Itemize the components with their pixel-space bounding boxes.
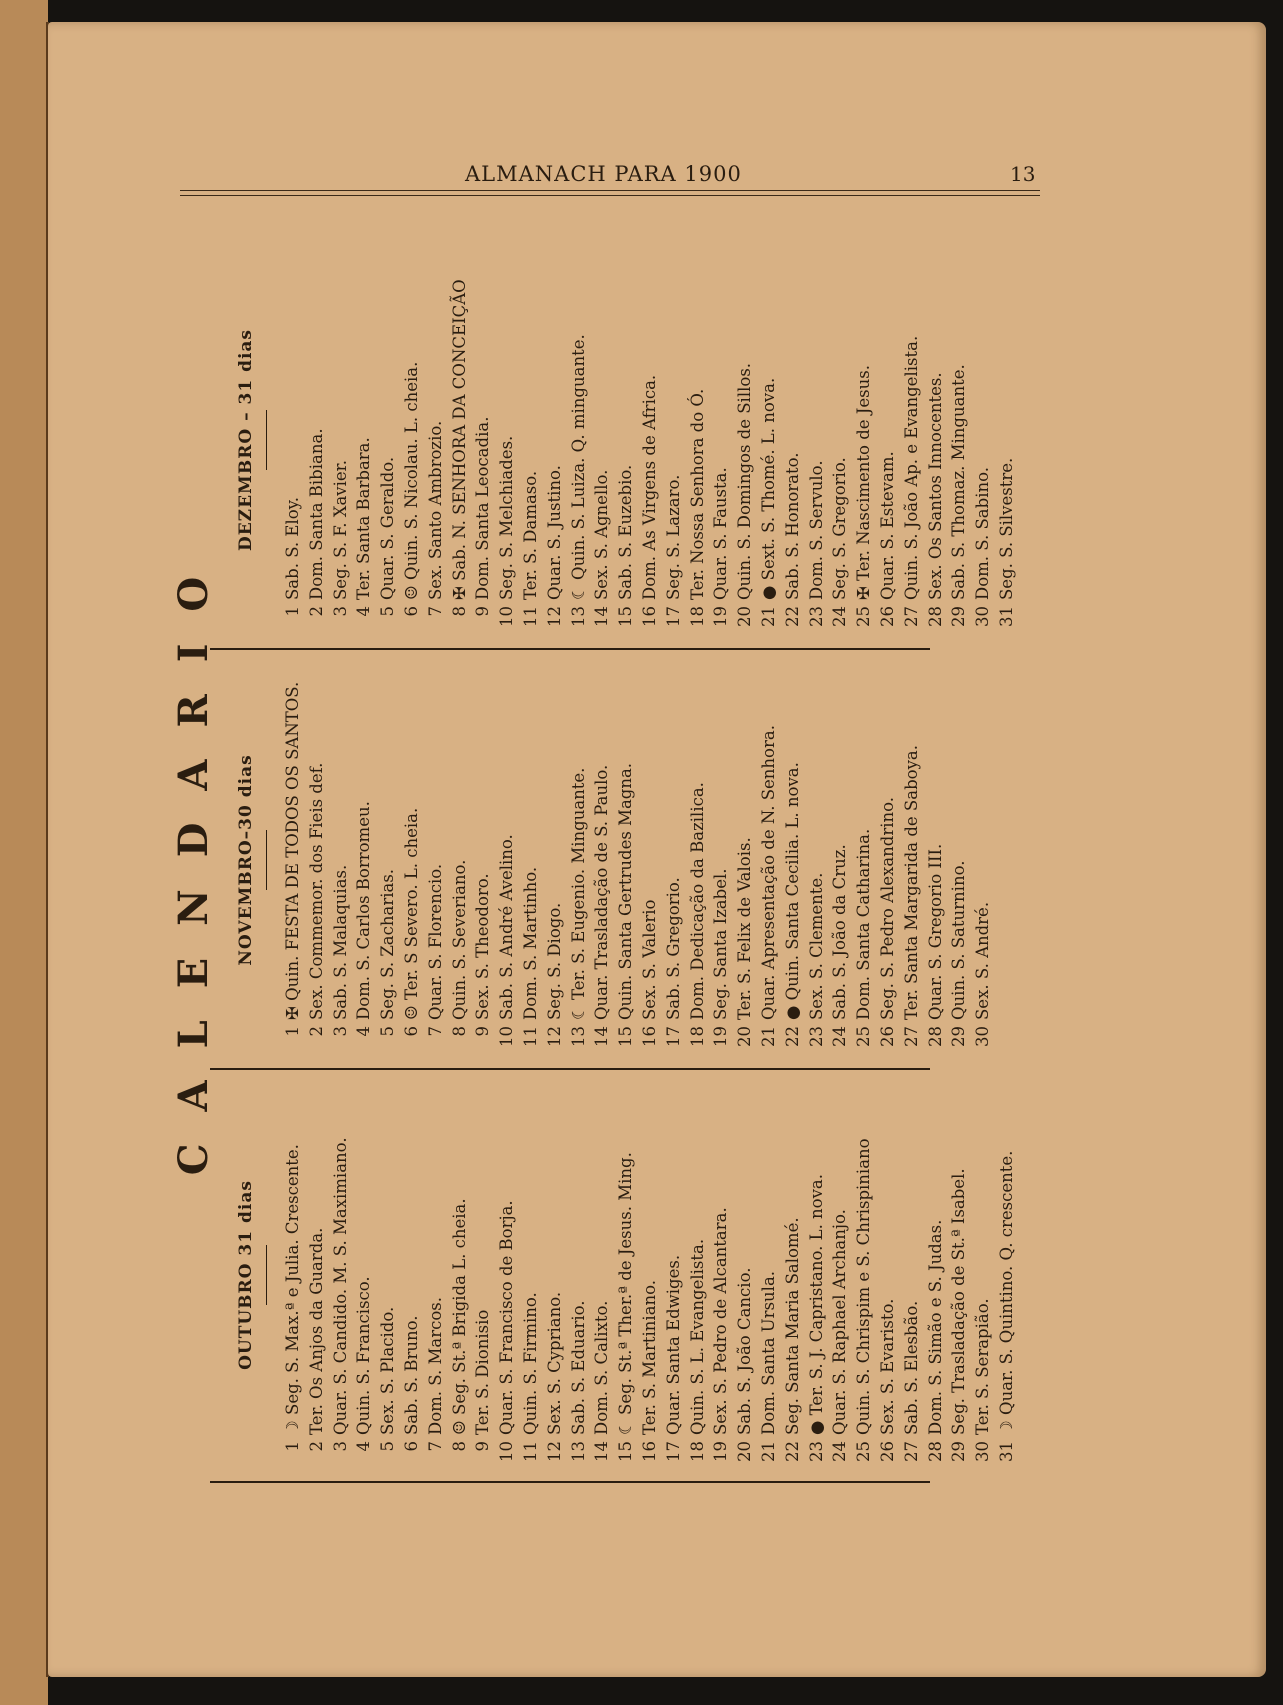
month-dash — [266, 1245, 267, 1305]
day-saint: Quar. Apresentação de N. Senhora. — [758, 725, 778, 1020]
day-entry — [662, 660, 686, 1060]
day-entry — [352, 660, 376, 1060]
day-saint: Ter. S. Serapião. — [973, 1298, 993, 1435]
day-saint: Sex. S. Clemente. — [806, 872, 826, 1020]
day-number: 28 — [925, 606, 945, 627]
day-saint: Sex. S. Placido. — [378, 1306, 398, 1435]
day-number: 13 — [568, 606, 588, 627]
day-entry — [305, 1075, 329, 1475]
day-number: 7 — [425, 606, 445, 617]
day-number: 16 — [639, 1441, 659, 1462]
day-entry — [471, 1075, 495, 1475]
day-number: 31 — [996, 606, 1016, 627]
day-number: 6 — [401, 1026, 421, 1037]
day-saint: ☾ Ter. S. Eugenio. Minguante. — [568, 767, 588, 1020]
day-number: 19 — [711, 606, 731, 627]
day-number: 25 — [854, 1441, 874, 1462]
day-saint: Quin. S. Domingos de Sillos. — [735, 362, 755, 600]
day-entry — [876, 240, 900, 640]
day-saint: ☾ Quin. S. Luiza. Q. minguante. — [568, 334, 588, 600]
day-number: 22 — [782, 606, 802, 627]
day-number: 14 — [592, 1026, 612, 1047]
day-saint: Quar. S. Fausta. — [711, 467, 731, 600]
day-saint: Dom. As Virgens de Africa. — [639, 374, 659, 600]
day-number: 20 — [735, 1441, 755, 1462]
day-entry — [876, 1075, 900, 1475]
day-entry — [781, 1075, 805, 1475]
day-entry — [947, 1075, 971, 1475]
day-number: 16 — [639, 606, 659, 627]
day-saint: Dom. Santa Leocadia. — [473, 416, 493, 600]
day-entry — [376, 660, 400, 1060]
page-number: 13 — [1010, 162, 1036, 186]
day-number: 29 — [949, 1026, 969, 1047]
day-entry — [828, 1075, 852, 1475]
day-saint: ● Ter. S. J. Capristano. L. nova. — [806, 1173, 826, 1435]
day-entry — [757, 1075, 781, 1475]
day-number: 13 — [568, 1026, 588, 1047]
day-saint: Quar. S. Justino. — [544, 465, 564, 600]
day-saint: Quar. S. Francisco de Borja. — [497, 1200, 517, 1435]
day-entry — [519, 1075, 543, 1475]
day-saint: Quin. S. Severiano. — [449, 859, 469, 1020]
day-entry — [448, 660, 472, 1060]
day-entry — [471, 240, 495, 640]
day-entry — [852, 240, 876, 640]
day-number: 1 — [283, 1026, 302, 1037]
day-saint: Seg. Trasladação de St.ª Isabel. — [949, 1168, 969, 1435]
day-number: 5 — [378, 1441, 398, 1452]
day-number: 27 — [901, 606, 921, 627]
day-entry — [352, 240, 376, 640]
day-number: 14 — [592, 1441, 612, 1462]
day-entry — [329, 240, 353, 640]
day-saint: Quar. Trasladação de S. Paulo. — [592, 764, 612, 1020]
day-number: 10 — [497, 1441, 517, 1462]
day-saint: Ter. Os Anjos da Guarda. — [306, 1227, 326, 1435]
day-list — [281, 660, 995, 1060]
day-number: 20 — [735, 606, 755, 627]
day-entry — [543, 1075, 567, 1475]
day-entry — [947, 660, 971, 1060]
day-saint: Dom. S. Martinho. — [520, 866, 540, 1020]
day-entry — [567, 660, 591, 1060]
day-entry — [709, 1075, 733, 1475]
day-number: 12 — [544, 1441, 564, 1462]
day-saint: Seg. S. Diogo. — [544, 902, 564, 1020]
day-entry — [971, 660, 995, 1060]
day-saint: Quin. S. João Ap. e Evangelista. — [901, 335, 921, 600]
day-entry — [400, 660, 424, 1060]
day-number: 25 — [854, 1026, 874, 1047]
day-saint: Quin. Santa Gertrudes Magna. — [616, 762, 636, 1020]
day-number: 12 — [544, 606, 564, 627]
day-entry — [567, 240, 591, 640]
day-entry — [281, 1075, 305, 1475]
day-saint: ☺ Ter. S Severo. L. cheia. — [401, 807, 421, 1020]
day-number: 24 — [830, 1026, 850, 1047]
month-november — [230, 660, 993, 1060]
day-entry — [852, 660, 876, 1060]
day-number: 12 — [544, 1026, 564, 1047]
day-saint: Quar. S. Raphael Archanjo. — [830, 1209, 850, 1435]
day-number: 6 — [401, 1441, 421, 1452]
month-december — [230, 240, 1016, 640]
day-number: 5 — [378, 606, 398, 617]
day-entry — [876, 660, 900, 1060]
day-entry — [614, 1075, 638, 1475]
day-entry — [495, 240, 519, 640]
day-entry — [424, 1075, 448, 1475]
day-saint: Seg. S. Melchiades. — [497, 435, 517, 600]
day-number: 22 — [782, 1026, 802, 1047]
day-number: 21 — [758, 1441, 778, 1462]
day-saint: Sab. S. Eloy. — [283, 496, 302, 600]
day-saint: Seg. Santa Maria Salomé. — [782, 1217, 802, 1435]
day-entry — [543, 240, 567, 640]
day-saint: Seg. S. F. Xavier. — [330, 460, 350, 600]
header-rule — [180, 190, 1040, 191]
day-entry — [686, 240, 710, 640]
day-saint: Dom. Santa Bibiana. — [306, 428, 326, 600]
day-saint: Quar. Santa Edwiges. — [663, 1254, 683, 1435]
day-saint: Ter. Santa Margarida de Saboya. — [901, 745, 921, 1020]
day-entry — [900, 1075, 924, 1475]
day-number: 18 — [687, 606, 707, 627]
day-saint: Sex. S. Pedro de Alcantara. — [711, 1207, 731, 1435]
day-saint: Sex. S. André. — [973, 901, 993, 1020]
day-saint: Seg. S. Pedro Alexandrino. — [877, 796, 897, 1020]
day-entry — [495, 1075, 519, 1475]
day-saint: Sab. S. Euzebio. — [616, 464, 636, 600]
day-saint: Sex. S. Agnello. — [592, 469, 612, 600]
day-number: 23 — [806, 1441, 826, 1462]
day-entry — [352, 1075, 376, 1475]
calendar-block — [170, 235, 1016, 1485]
month-october — [230, 1075, 1016, 1475]
day-entry — [828, 240, 852, 640]
day-entry — [329, 1075, 353, 1475]
day-number: 23 — [806, 1026, 826, 1047]
day-entry — [924, 1075, 948, 1475]
day-number: 17 — [663, 1026, 683, 1047]
day-number: 30 — [973, 606, 993, 627]
day-saint: ✠ Sab. N. SENHORA DA CONCEIÇÃO — [449, 279, 469, 600]
day-saint: ✠ Quin. FESTA DE TODOS OS SANTOS. — [283, 681, 302, 1020]
month-header: DEZEMBRO – 31 dias — [236, 328, 256, 552]
day-entry — [995, 240, 1019, 640]
day-number: 26 — [877, 606, 897, 627]
day-entry — [590, 1075, 614, 1475]
day-saint: Dom. Dedicação da Bazilica. — [687, 782, 707, 1020]
day-number: 25 — [854, 606, 874, 627]
day-entry — [376, 240, 400, 640]
day-entry — [424, 660, 448, 1060]
day-number: 5 — [378, 1026, 398, 1037]
day-entry — [805, 660, 829, 1060]
day-entry — [971, 240, 995, 640]
day-saint: Ter. S. Martiniano. — [639, 1279, 659, 1435]
day-entry — [329, 660, 353, 1060]
day-entry — [638, 240, 662, 640]
day-number: 3 — [330, 1026, 350, 1037]
day-number: 21 — [758, 1026, 778, 1047]
day-number: 15 — [616, 606, 636, 627]
calendar-title: CALENDARIO — [170, 544, 217, 1176]
day-saint: Sex. S. Cypriano. — [544, 1291, 564, 1435]
day-number: 24 — [830, 1441, 850, 1462]
day-saint: Seg. S. Zacharias. — [378, 868, 398, 1020]
column-divider — [210, 648, 930, 650]
day-entry — [471, 660, 495, 1060]
day-saint: Seg. S. Gregorio. — [830, 457, 850, 600]
day-entry — [971, 1075, 995, 1475]
day-number: 26 — [877, 1441, 897, 1462]
day-entry — [805, 240, 829, 640]
day-entry — [448, 1075, 472, 1475]
day-number: 7 — [425, 1441, 445, 1452]
day-saint: Ter. S. Damaso. — [520, 470, 540, 600]
day-saint: ● Sext. S. Thomé. L. nova. — [758, 377, 778, 600]
day-saint: Quin. S. Saturnino. — [949, 860, 969, 1020]
day-entry — [852, 1075, 876, 1475]
day-saint: Dom. Santa Catharina. — [854, 828, 874, 1020]
day-saint: Quin. S. Firmino. — [520, 1292, 540, 1435]
day-entry — [495, 660, 519, 1060]
day-entry — [400, 1075, 424, 1475]
day-entry — [662, 240, 686, 640]
day-entry — [733, 240, 757, 640]
day-number: 9 — [473, 606, 493, 617]
day-entry — [924, 660, 948, 1060]
day-number: 2 — [306, 1441, 326, 1452]
day-number: 13 — [568, 1441, 588, 1462]
day-saint: Quar. S. Florencio. — [425, 863, 445, 1020]
day-saint: Dom. S. Carlos Borromeu. — [354, 801, 374, 1020]
day-saint: Sab. S. Malaquias. — [330, 864, 350, 1020]
day-saint: Quar. S. Gregorio III. — [925, 843, 945, 1020]
day-saint: ☺ Quin. S. Nicolau. L. cheia. — [401, 361, 421, 600]
day-number: 27 — [901, 1441, 921, 1462]
day-number: 4 — [354, 1441, 374, 1452]
day-entry — [662, 1075, 686, 1475]
day-saint: ☽ Quar. S. Quintino. Q. crescente. — [996, 1150, 1016, 1435]
day-entry — [305, 660, 329, 1060]
day-entry — [781, 660, 805, 1060]
day-entry — [400, 240, 424, 640]
day-entry — [709, 660, 733, 1060]
day-entry — [567, 1075, 591, 1475]
day-saint: Quin. S. Chrispim e S. Chrispiniano — [854, 1138, 874, 1435]
day-list — [281, 240, 1019, 640]
day-saint: Sab. S. Thomaz. Minguante. — [949, 364, 969, 600]
day-saint: Sex. Santo Ambrozio. — [425, 420, 445, 600]
day-saint: Ter. Santa Barbara. — [354, 437, 374, 600]
day-number: 15 — [616, 1026, 636, 1047]
day-entry — [376, 1075, 400, 1475]
day-number: 11 — [520, 1441, 540, 1462]
day-saint: Sab. S. João da Cruz. — [830, 844, 850, 1020]
day-entry — [590, 660, 614, 1060]
day-number: 29 — [949, 606, 969, 627]
day-number: 14 — [592, 606, 612, 627]
day-entry — [757, 660, 781, 1060]
header-rule-thin — [180, 195, 1040, 196]
day-number: 11 — [520, 606, 540, 627]
day-entry — [590, 240, 614, 640]
day-number: 2 — [306, 606, 326, 617]
day-entry — [757, 240, 781, 640]
day-number: 26 — [877, 1026, 897, 1047]
day-entry — [805, 1075, 829, 1475]
day-entry — [947, 240, 971, 640]
day-number: 30 — [973, 1026, 993, 1047]
day-entry — [781, 240, 805, 640]
day-number: 6 — [401, 606, 421, 617]
day-entry — [900, 240, 924, 640]
day-saint: ● Quin. Santa Cecilia. L. nova. — [782, 762, 802, 1020]
day-number: 3 — [330, 606, 350, 617]
day-saint: Sab. S. Eduario. — [568, 1300, 588, 1435]
day-saint: Sab. S. Bruno. — [401, 1315, 421, 1435]
day-number: 8 — [449, 1026, 469, 1037]
day-number: 23 — [806, 606, 826, 627]
day-number: 18 — [687, 1026, 707, 1047]
day-number: 24 — [830, 606, 850, 627]
month-dash — [266, 830, 267, 890]
day-number: 27 — [901, 1026, 921, 1047]
day-number: 10 — [497, 606, 517, 627]
day-number: 21 — [758, 606, 778, 627]
day-saint: Dom. S. Servulo. — [806, 460, 826, 600]
day-entry — [733, 1075, 757, 1475]
column-divider — [210, 1068, 930, 1070]
day-saint: Dom. Santa Ursula. — [758, 1270, 778, 1435]
day-entry — [281, 660, 305, 1060]
day-saint: Seg. Santa Izabel. — [711, 868, 731, 1020]
day-entry — [614, 660, 638, 1060]
day-number: 31 — [996, 1441, 1016, 1462]
day-number: 16 — [639, 1026, 659, 1047]
day-number: 11 — [520, 1026, 540, 1047]
day-saint: Sex. S. Valerio — [639, 899, 659, 1020]
day-number: 1 — [283, 606, 302, 617]
day-number: 10 — [497, 1026, 517, 1047]
day-entry — [424, 240, 448, 640]
day-saint: Dom. S. Marcos. — [425, 1296, 445, 1435]
day-number: 30 — [973, 1441, 993, 1462]
day-saint: Sex. Commemor. dos Fieis def. — [306, 762, 326, 1020]
day-saint: Sab. S. André Avelino. — [497, 834, 517, 1020]
day-saint: Quar. S. Geraldo. — [378, 456, 398, 600]
day-saint: Quin. S. L. Evangelista. — [687, 1238, 707, 1435]
day-number: 4 — [354, 1026, 374, 1037]
day-entry — [995, 1075, 1019, 1475]
day-entry — [709, 240, 733, 640]
day-entry — [448, 240, 472, 640]
day-number: 28 — [925, 1026, 945, 1047]
running-title: ALMANACH PARA 1900 — [465, 162, 742, 186]
day-saint: Sab. S. Gregorio. — [663, 877, 683, 1020]
day-number: 7 — [425, 1026, 445, 1037]
day-saint: Dom. S. Simão e S. Judas. — [925, 1219, 945, 1435]
day-saint: Quin. S. Francisco. — [354, 1276, 374, 1435]
day-saint: Sex. Os Santos Innocentes. — [925, 372, 945, 600]
day-saint: Sab. S. João Cancio. — [735, 1267, 755, 1435]
column-divider — [210, 1481, 930, 1483]
day-saint: Seg. S. Silvestre. — [996, 457, 1016, 600]
day-number: 29 — [949, 1441, 969, 1462]
day-saint: Seg. S. Lazaro. — [663, 474, 683, 600]
day-number: 15 — [616, 1441, 636, 1462]
day-entry — [828, 660, 852, 1060]
day-saint: Dom. S. Sabino. — [973, 467, 993, 600]
day-entry — [924, 240, 948, 640]
day-number: 9 — [473, 1026, 493, 1037]
facing-page-edge — [0, 0, 48, 1705]
day-number: 17 — [663, 606, 683, 627]
day-saint: Sex. S. Theodoro. — [473, 873, 493, 1020]
day-number: 19 — [711, 1441, 731, 1462]
day-number: 9 — [473, 1441, 493, 1452]
day-entry — [638, 660, 662, 1060]
day-saint: ☺ Seg. St.ª Brigida L. cheia. — [449, 1198, 469, 1435]
month-header: NOVEMBRO–30 dias — [236, 754, 256, 966]
day-saint: Quar. S. Candido. M. S. Maximiano. — [330, 1137, 350, 1435]
running-header — [180, 160, 1040, 190]
day-number: 19 — [711, 1026, 731, 1047]
day-entry — [900, 660, 924, 1060]
day-saint: ✠ Ter. Nascimento de Jesus. — [854, 365, 874, 600]
day-number: 2 — [306, 1026, 326, 1037]
month-dash — [266, 410, 267, 470]
day-entry — [519, 240, 543, 640]
day-saint: Sab. S. Honorato. — [782, 452, 802, 600]
day-saint: Ter. Nossa Senhora do Ó. — [687, 388, 707, 600]
day-entry — [733, 660, 757, 1060]
day-saint: Ter. S. Felix de Valois. — [735, 837, 755, 1020]
day-number: 28 — [925, 1441, 945, 1462]
day-saint: Ter. S. Dionisio — [473, 1309, 493, 1435]
day-saint: Quar. S. Estevam. — [877, 451, 897, 600]
day-list — [281, 1075, 1019, 1475]
day-entry — [638, 1075, 662, 1475]
day-entry — [686, 660, 710, 1060]
day-number: 8 — [449, 606, 469, 617]
day-saint: Sab. S. Elesbão. — [901, 1300, 921, 1435]
day-number: 8 — [449, 1441, 469, 1452]
month-header: OUTUBRO 31 dias — [236, 1180, 256, 1370]
day-saint: ☽ Seg. S. Max.ª e Julia. Crescente. — [283, 1144, 302, 1435]
day-saint: ☾ Seg. St.ª Ther.ª de Jesus. Ming. — [616, 1152, 636, 1435]
day-entry — [281, 240, 305, 640]
day-number: 17 — [663, 1441, 683, 1462]
day-entry — [305, 240, 329, 640]
day-number: 22 — [782, 1441, 802, 1462]
day-entry — [614, 240, 638, 640]
day-number: 20 — [735, 1026, 755, 1047]
day-entry — [519, 660, 543, 1060]
day-number: 1 — [283, 1441, 302, 1452]
day-number: 18 — [687, 1441, 707, 1462]
day-number: 4 — [354, 606, 374, 617]
day-number: 3 — [330, 1441, 350, 1452]
day-saint: Sex. S. Evaristo. — [877, 1298, 897, 1435]
day-saint: Dom. S. Calixto. — [592, 1300, 612, 1435]
day-entry — [686, 1075, 710, 1475]
day-entry — [543, 660, 567, 1060]
